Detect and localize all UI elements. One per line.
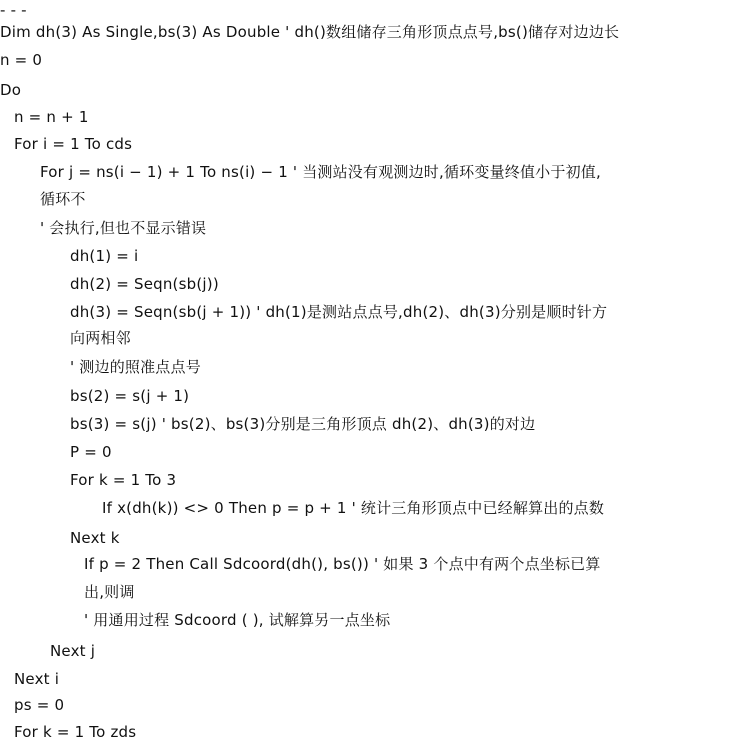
code-line-dim: Dim dh(3) As Single,bs(3) As Double ' dh()数组储存三角形顶点点号,bs()储存对边边长 xyxy=(0,23,620,41)
code-line-dh1: dh(1) = i xyxy=(70,247,139,265)
code-line-bs2: bs(2) = s(j + 1) xyxy=(70,387,190,405)
code-line-for-i: For i = 1 To cds xyxy=(14,135,133,153)
code-line-if-p-comment-cont: 出,则调 xyxy=(84,583,135,601)
code-line-comment-sdcoord: ' 用通用过程 Sdcoord ( ), 试解算另一点坐标 xyxy=(84,611,391,629)
code-line-dh3-comment-cont: 向两相邻 xyxy=(70,329,131,347)
code-line-n-init: n = 0 xyxy=(0,51,43,69)
code-line-dh3: dh(3) = Seqn(sb(j + 1)) ' dh(1)是测站点点号,dh(2)、dh(3)分别是顺时针方 xyxy=(70,303,608,321)
code-line-if-p: If p = 2 Then Call Sdcoord(dh(), bs()) ' 如果 3 个点中有两个点坐标已算 xyxy=(84,555,601,573)
code-line-do: Do xyxy=(0,81,22,99)
code-line-for-zds: For k = 1 To zds xyxy=(14,723,137,741)
code-line-comment-target: ' 测边的照准点点号 xyxy=(70,358,201,376)
code-line-n-increment: n = n + 1 xyxy=(14,108,89,126)
code-line-if-x: If x(dh(k)) <> 0 Then p = p + 1 ' 统计三角形顶点中已经解算出的点数 xyxy=(102,499,605,517)
code-line-next-j: Next j xyxy=(50,642,96,660)
code-line-p-init: P = 0 xyxy=(70,443,112,461)
code-line-for-k: For k = 1 To 3 xyxy=(70,471,177,489)
code-line-dh2: dh(2) = Seqn(sb(j)) xyxy=(70,275,219,293)
code-line-for-j-comment-cont: 循环不 xyxy=(40,190,86,208)
code-line-bs3: bs(3) = s(j) ' bs(2)、bs(3)分别是三角形顶点 dh(2)、dh(3)的对边 xyxy=(70,415,536,433)
code-line-ps-init: ps = 0 xyxy=(14,696,65,714)
code-line-next-i: Next i xyxy=(14,670,60,688)
code-line-comment-error: ' 会执行,但也不显示错误 xyxy=(40,219,207,237)
code-line-for-j: For j = ns(i − 1) + 1 To ns(i) − 1 ' 当测站没有观测边时,循环变量终值小于初值, xyxy=(40,163,601,181)
separator-line: - - - xyxy=(0,1,27,19)
code-line-next-k: Next k xyxy=(70,529,120,547)
